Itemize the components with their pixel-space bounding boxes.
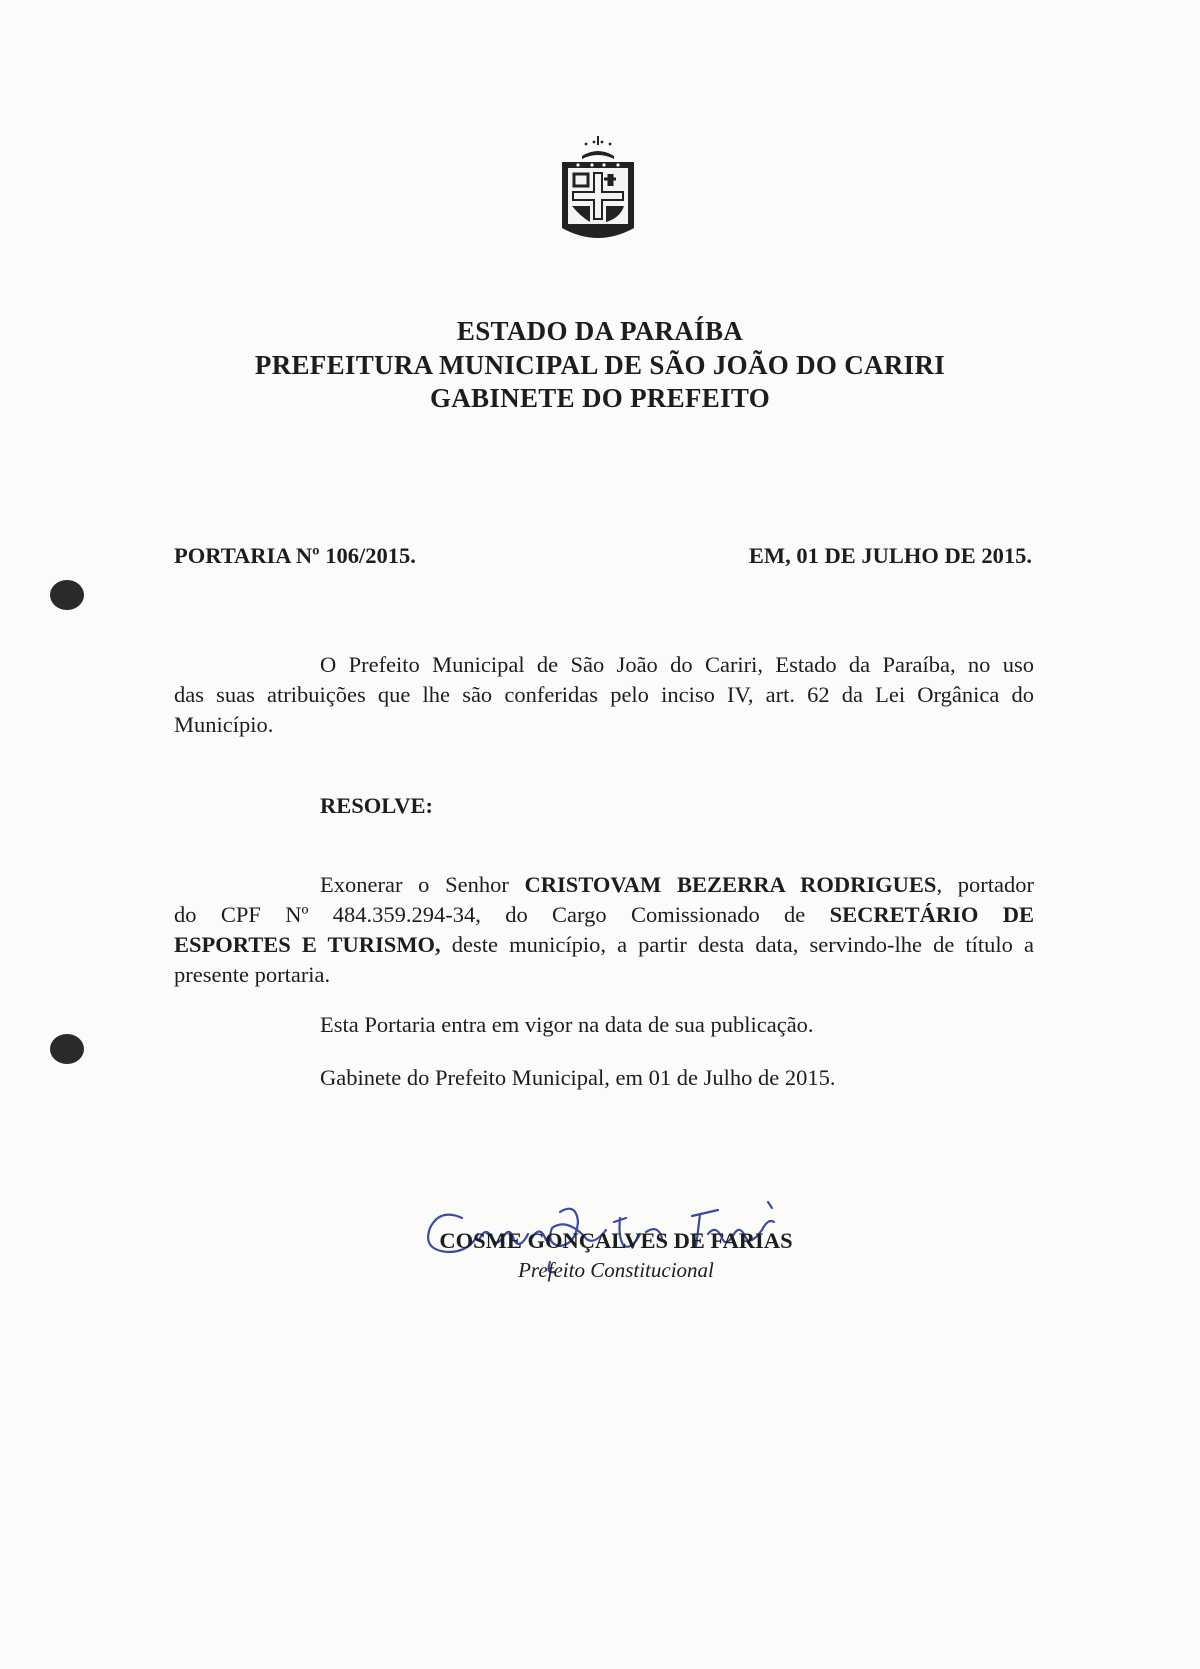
signer-name: COSME GONÇALVES DE FARIAS <box>439 1228 793 1253</box>
body-line <box>174 932 1034 958</box>
cargo-title: SECRETÁRIO DE <box>829 902 1035 927</box>
body-line: presente portaria. <box>174 962 331 987</box>
header-municipality: PREFEITURA MUNICIPAL DE SÃO JOÃO DO CARIRI <box>254 350 946 380</box>
body-line <box>174 902 1034 928</box>
vigor-clause: Esta Portaria entra em vigor na data de sua publicação. <box>320 1012 814 1037</box>
header-state: ESTADO DA PARAÍBA <box>456 316 744 346</box>
punch-hole <box>50 580 84 610</box>
body-text: , portador <box>936 872 1034 897</box>
intro-line: O Prefeito Municipal de São João do Cariri, Estado da Paraíba, no uso <box>320 652 1034 677</box>
intro-line: Município. <box>174 712 274 737</box>
intro-line: das suas atribuições que lhe são conferidas pelo inciso IV, art. 62 da Lei Orgânica do <box>174 682 1034 707</box>
cargo-title: ESPORTES E TURISMO, <box>174 932 441 957</box>
body-text: do CPF Nº 484.359.294-34, do Cargo Comissionado de <box>174 902 806 927</box>
body-text: deste município, a partir desta data, servindo-lhe de título a <box>451 932 1034 957</box>
closing-line: Gabinete do Prefeito Municipal, em 01 de Julho de 2015. <box>320 1065 836 1090</box>
municipal-coat-of-arms-icon <box>554 136 642 248</box>
header-office: GABINETE DO PREFEITO <box>429 383 771 413</box>
portaria-number: PORTARIA Nº 106/2015. <box>174 543 416 568</box>
body-line <box>174 872 1034 898</box>
document-date: EM, 01 DE JULHO DE 2015. <box>748 543 1032 568</box>
person-name: CRISTOVAM BEZERRA RODRIGUES <box>524 872 937 897</box>
resolve-heading: RESOLVE: <box>320 793 433 818</box>
punch-hole <box>50 1034 84 1064</box>
body-text: Exonerar o Senhor <box>320 872 509 897</box>
signer-role: Prefeito Constitucional <box>518 1258 714 1282</box>
